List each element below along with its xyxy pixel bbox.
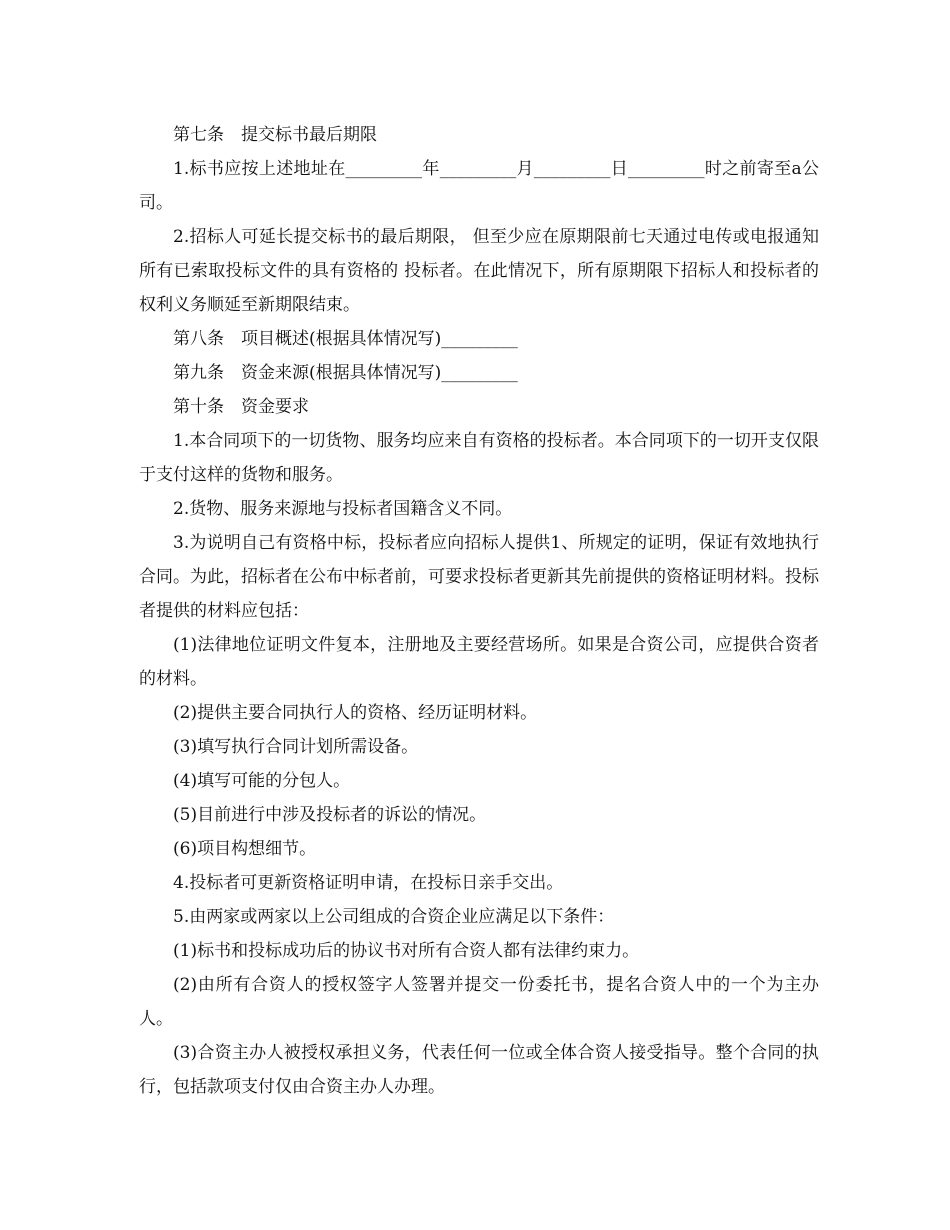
- list-item-executor-qualifications: (2)提供主要合同执行人的资格、经历证明材料。: [173, 703, 538, 723]
- list-item-lead-partner: (3)合资主办人被授权承担义务，代表任何一位或全体合资人接受指导。整个合同的执行，包括款项支付仅由合资主办人办理。: [139, 1043, 819, 1097]
- article-8-heading: 第八条 项目概述(根据具体情况写)_________: [173, 329, 518, 349]
- article-10-heading: 第十条 资金要求: [173, 397, 309, 417]
- list-item-power-of-attorney: (2)由所有合资人的授权签字人签署并提交一份委托书，提名合资人中的一个为主办人。: [139, 975, 819, 1029]
- paragraph-qualification-proof: 3.为说明自己有资格中标，投标者应向招标人提供1、所规定的证明，保证有效地执行合同。为此，招标者在公布中标者前，可要求投标者更新其先前提供的资格证明材料。投标者提供的材料应包括：: [139, 533, 819, 621]
- list-item-project-concept: (6)项目构想细节。: [173, 839, 317, 859]
- paragraph-deadline-extension: 2.招标人可延长提交标书的最后期限， 但至少应在原期限前七天通过电传或电报通知所有已索取投标文件的具有资格的 投标者。在此情况下，所有原期限下招标人和投标者的权利义务顺延至新期限结束。: [139, 227, 819, 315]
- list-item-equipment: (3)填写执行合同计划所需设备。: [173, 737, 419, 757]
- paragraph-submission-deadline: 1.标书应按上述地址在_________年_________月_________日_________时之前寄至a公司。: [139, 159, 819, 213]
- paragraph-eligible-sources: 1.本合同项下的一切货物、服务均应来自有资格的投标者。本合同项下的一切开支仅限于支付这样的货物和服务。: [139, 431, 819, 485]
- paragraph-update-application: 4.投标者可更新资格证明申请，在投标日亲手交出。: [173, 873, 564, 893]
- paragraph-origin-nationality: 2.货物、服务来源地与投标者国籍含义不同。: [173, 499, 513, 519]
- list-item-litigation: (5)目前进行中涉及投标者的诉讼的情况。: [173, 805, 487, 825]
- article-9-heading: 第九条 资金来源(根据具体情况写)_________: [173, 363, 518, 383]
- document-page: [139, 118, 819, 1104]
- list-item-binding-agreement: (1)标书和投标成功后的协议书对所有合资人都有法律约束力。: [173, 941, 640, 961]
- list-item-subcontractors: (4)填写可能的分包人。: [173, 771, 351, 791]
- article-7-heading: 第七条 提交标书最后期限: [173, 125, 377, 145]
- paragraph-joint-venture-conditions: 5.由两家或两家以上公司组成的合资企业应满足以下条件：: [173, 907, 615, 927]
- list-item-legal-status: (1)法律地位证明文件复本，注册地及主要经营场所。如果是合资公司，应提供合资者的材料。: [139, 635, 819, 689]
